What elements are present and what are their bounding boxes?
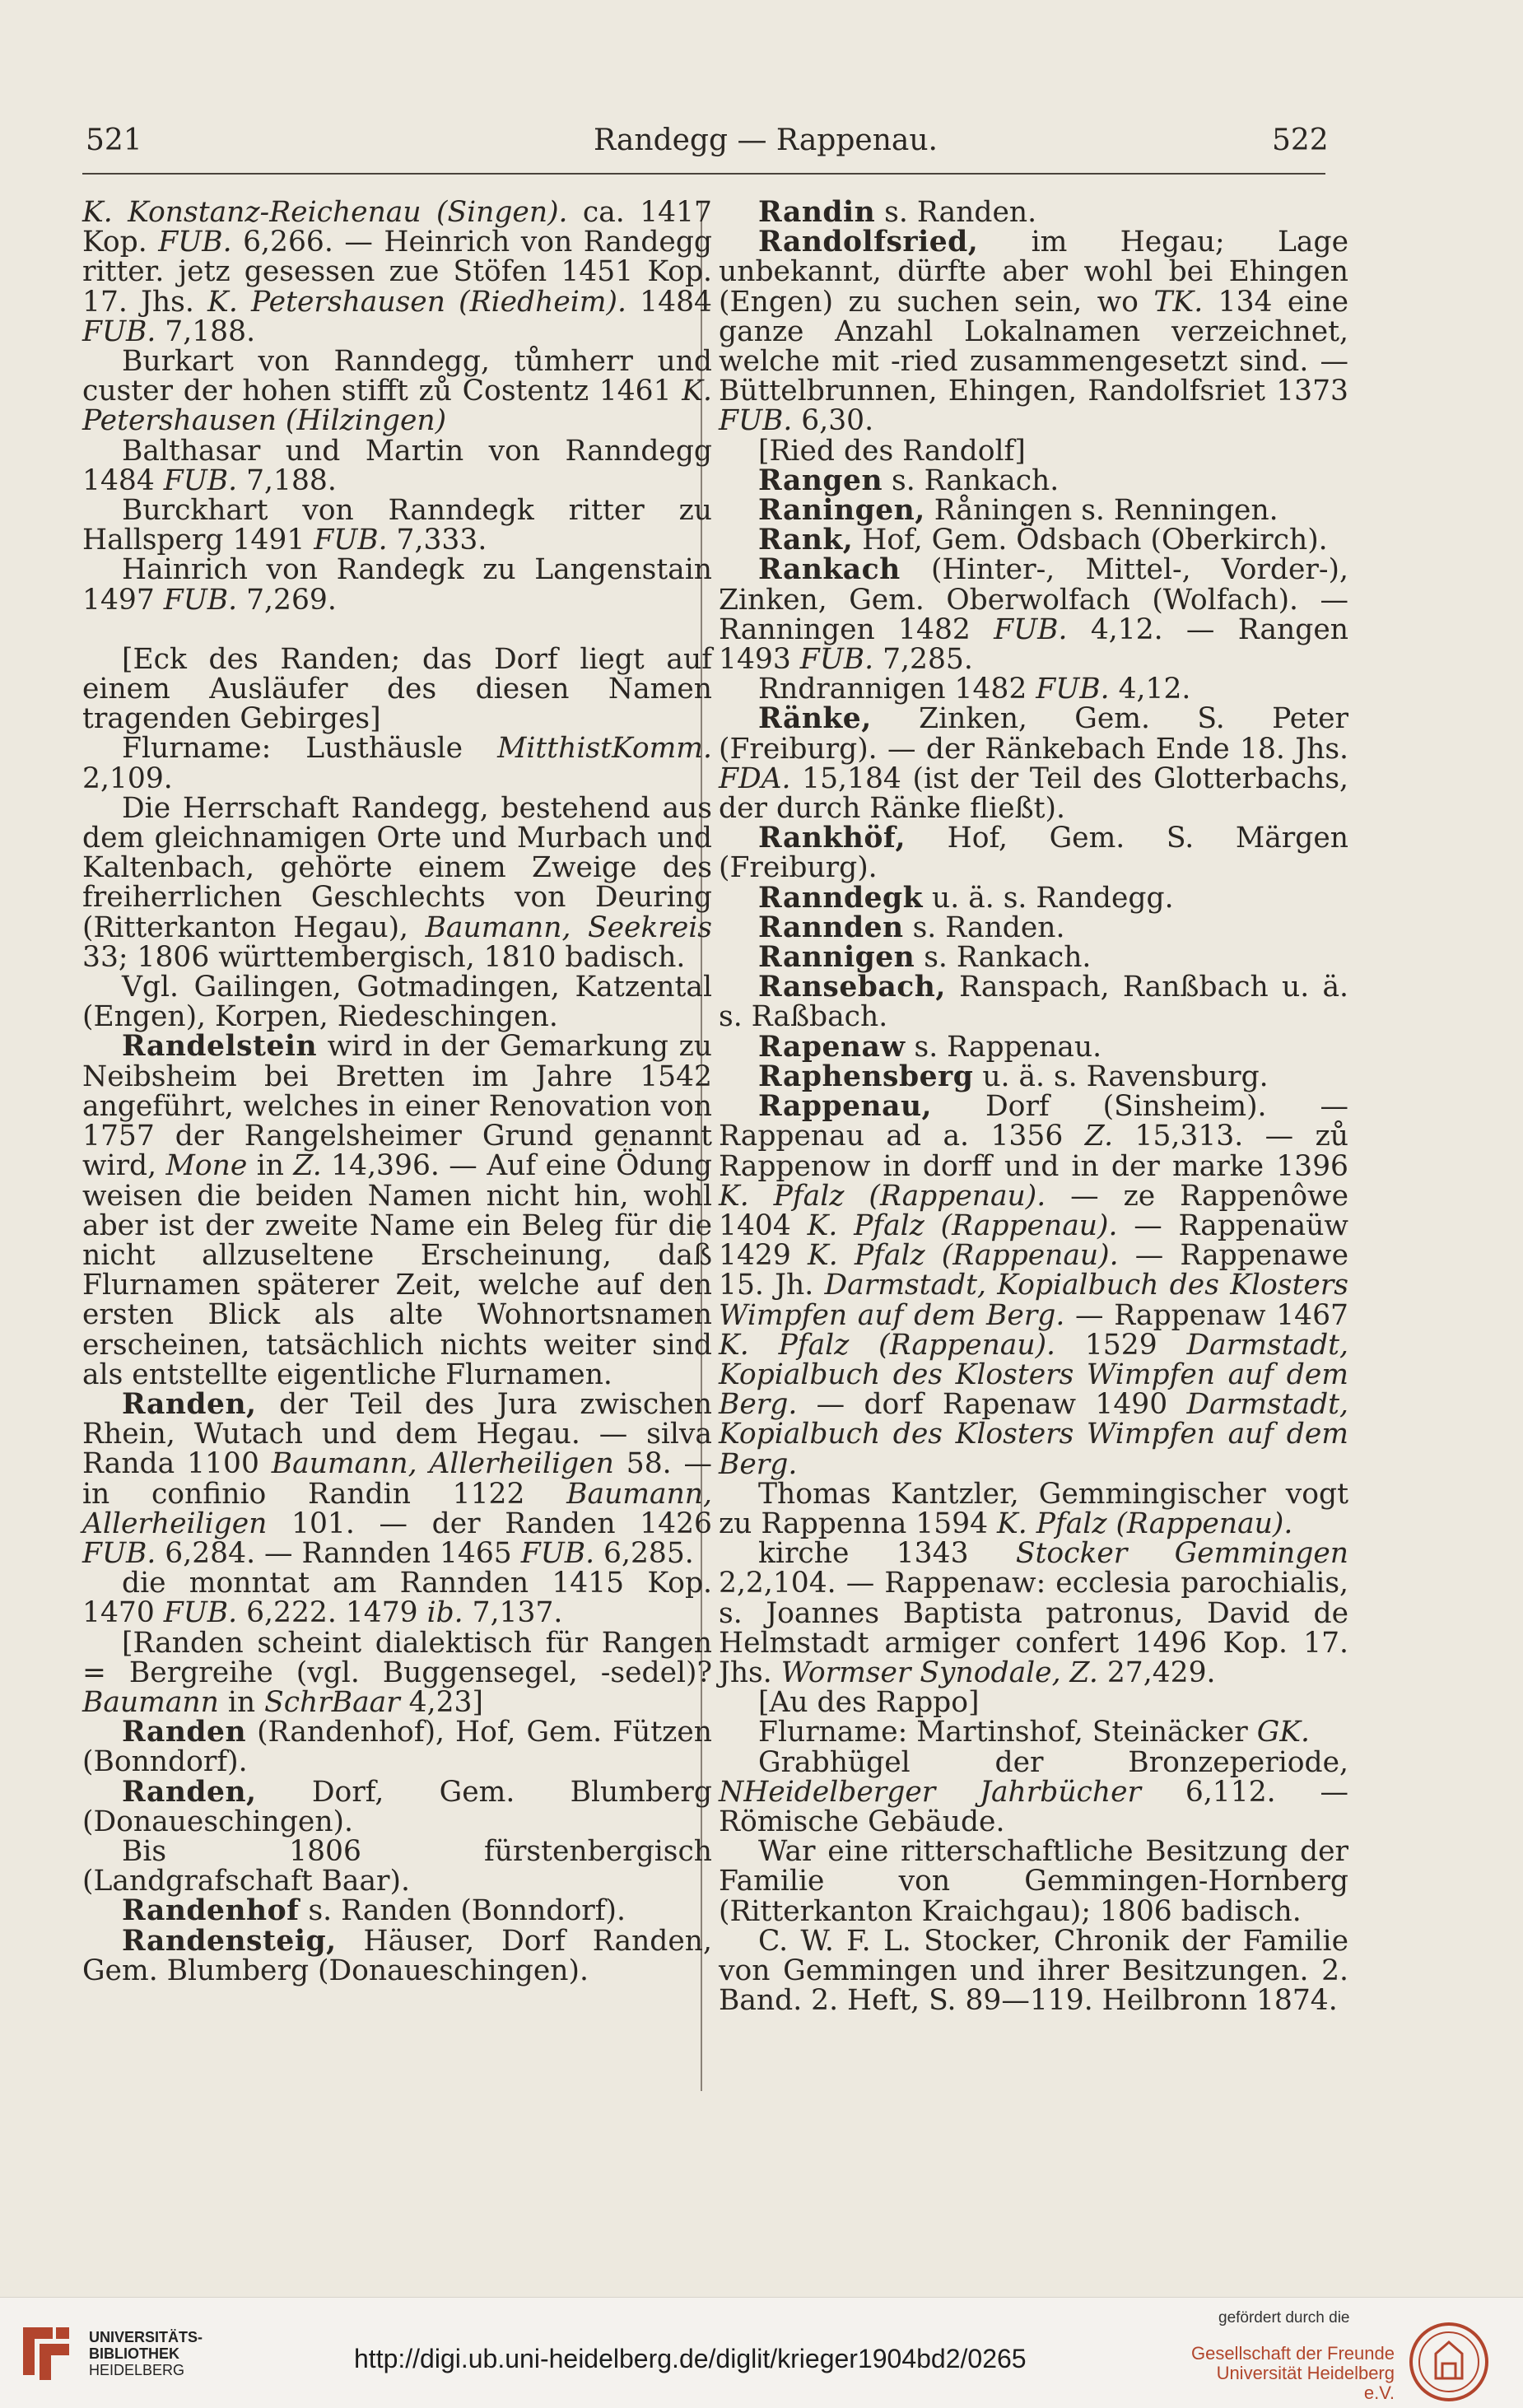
entry-paragraph: Grabhügel der Bronzeperiode, NHeidelberger Jahrbücher 6,112. — Römische Gebäude. bbox=[719, 1745, 1348, 1838]
entry-paragraph: Ransebach, Ranspach, Ranßbach u. ä. s. Raßbach. bbox=[719, 971, 1348, 1034]
entry-paragraph: Rndrannigen 1482 FUB. 4,12. bbox=[758, 673, 1191, 706]
entry-paragraph: Hainrich von Randegk zu Langenstain 1497 FUB. 7,269. bbox=[82, 553, 712, 617]
entry-paragraph: Randen (Randenhof), Hof, Gem. Fützen (Bonndorf). bbox=[82, 1716, 712, 1779]
entry-paragraph: Rapenaw s. Rappenau. bbox=[758, 1030, 1102, 1064]
entry-paragraph: Rappenau, Dorf (Sinsheim). — Rappenau ad a. 1356 Z. 15,313. — zů Rappenow in dorff und in der marke 1396 K. Pfalz (Rappenau). — ze Rappenôwe 1404 K. Pfalz (Rappenau). — Rappenaüw 1429 K. Pfalz (Rappenau). — Rappenawe 15. Jh. Darmstadt, Kopialbuch des Klosters Wimpfen auf dem Berg. — Rappenaw 1467 K. Pfalz (Rappenau). 1529 Darmstadt, Kopialbuch des Klosters Wimpfen auf dem Berg. — dorf Rapenaw 1490 Darmstadt, Kopialbuch des Klosters Wimpfen auf dem Berg. bbox=[719, 1090, 1348, 1481]
entry-paragraph: Rankach (Hinter-, Mittel-, Vorder-), Zinken, Gem. Oberwolfach (Wolfach). — Ranningen 1482 FUB. 4,12. — Rangen 1493 FUB. 7,285. bbox=[719, 553, 1348, 677]
entry-paragraph: [Ried des Randolf] bbox=[758, 434, 1026, 468]
entry-paragraph: Die Herrschaft Randegg, bestehend aus dem gleichnamigen Orte und Murbach und Kaltenbach, gehörte einem Zweige des freiherrlichen Geschlechts von Deuring (Ritterkanton Hegau), Baumann, Seekreis 33; 1806 württembergisch, 1810 badisch. bbox=[82, 791, 712, 974]
entry-paragraph: Rannden s. Randen. bbox=[758, 911, 1065, 944]
entry-paragraph: Rankhöf, Hof, Gem. S. Märgen (Freiburg). bbox=[719, 822, 1348, 885]
entry-paragraph: [Eck des Randen; das Dorf liegt auf einem Ausläufer des diesen Namen tragenden Gebirges] bbox=[82, 642, 712, 736]
entry-paragraph: Randolfsried, im Hegau; Lage unbekannt, dürfte aber wohl bei Ehingen (Engen) zu suchen sein, wo TK. 134 eine ganze Anzahl Lokalnamen verzeichnet, welche mit -ried zusammengesetzt sind. — Büttelbrunnen, Ehingen, Randolfsriet 1373 FUB. 6,30. bbox=[719, 226, 1348, 438]
running-title: Randegg — Rappenau. bbox=[594, 123, 938, 157]
entry-paragraph: Bis 1806 fürstenbergisch (Landgrafschaft Baar). bbox=[82, 1834, 712, 1898]
entry-paragraph: Burkart von Ranndegg, tůmherr und custer der hohen stifft zů Costentz 1461 K. Petershausen (Hilzingen) bbox=[82, 345, 712, 438]
entry-paragraph: C. W. F. L. Stocker, Chronik der Familie von Gemmingen und ihrer Besitzungen. 2. Band. 2. Heft, S. 89—119. Heilbronn 1874. bbox=[719, 1924, 1348, 2018]
entry-paragraph: [Au des Rappo] bbox=[758, 1686, 980, 1720]
entry-paragraph: kirche 1343 Stocker Gemmingen 2,2,104. — Rappenaw: ecclesia parochialis, s. Joannes Baptista patronus, David de Helmstadt armiger confert 1496 Kop. 17. Jhs. Wormser Synodale, Z. 27,429. bbox=[719, 1537, 1348, 1689]
header-rule bbox=[82, 173, 1325, 175]
entry-paragraph: Randelstein wird in der Gemarkung zu Neibsheim bei Bretten im Jahre 1542 angeführt, welches in einer Renovation von 1757 der Rangelsheimer Grund genannt wird, Mone in Z. 14,396. — Auf eine Ödung weisen die beiden Namen nicht hin, wohl aber ist der zweite Name ein Beleg für die nicht allzuseltene Erscheinung, daß Flurnamen späterer Zeit, welche auf den ersten Blick als alte Wohnortsnamen erscheinen, tatsächlich nichts weiter sind als entstellte eigentliche Flurnamen. bbox=[82, 1030, 712, 1391]
entry-paragraph: Rannigen s. Rankach. bbox=[758, 941, 1092, 975]
entry-paragraph: Flurname: Martinshof, Steinäcker GK. bbox=[758, 1716, 1311, 1749]
source-url-link[interactable]: http://digi.ub.uni-heidelberg.de/diglit/krieger1904bd2/0265 bbox=[354, 2344, 1027, 2373]
entry-paragraph: Randen, Dorf, Gem. Blumberg (Donaueschingen). bbox=[82, 1775, 712, 1838]
entry-paragraph: Ränke, Zinken, Gem. S. Peter (Freiburg). — der Ränkebach Ende 18. Jhs. FDA. 15,184 (ist der Teil des Glotterbachs, der durch Ränke fließt). bbox=[719, 702, 1348, 826]
entry-paragraph: Vgl. Gailingen, Gotmadingen, Katzental (Engen), Korpen, Riedeschingen. bbox=[82, 971, 712, 1034]
entry-paragraph: Raphensberg u. ä. s. Ravensburg. bbox=[758, 1060, 1269, 1093]
library-logo-icon bbox=[15, 2319, 77, 2383]
entry-paragraph: Thomas Kantzler, Gemmingischer vogt zu Rappenna 1594 K. Pfalz (Rappenau). bbox=[719, 1477, 1348, 1540]
page-number-left: 521 bbox=[86, 123, 142, 157]
entry-paragraph: Flurname: Lusthäusle MitthistKomm. 2,109. bbox=[82, 732, 712, 795]
right-column bbox=[719, 196, 1348, 2018]
entry-paragraph: Rangen s. Rankach. bbox=[758, 463, 1060, 497]
entry-paragraph: Randen, der Teil des Jura zwischen Rhein, Wutach und dem Hegau. — silva Randa 1100 Baumann, Allerheiligen 58. — in confinio Randin 1122 Baumann, Allerheiligen 101. — der Randen 1426 FUB. 6,284. — Rannden 1465 FUB. 6,285. bbox=[82, 1387, 712, 1570]
entry-paragraph: Randin s. Randen. bbox=[758, 196, 1037, 229]
university-seal-icon bbox=[1408, 2321, 1490, 2403]
library-name: UNIVERSITÄTS- BIBLIOTHEK HEIDELBERG bbox=[89, 2329, 203, 2378]
entry-paragraph: Rank, Hof, Gem. Ödsbach (Oberkirch). bbox=[758, 524, 1328, 557]
entry-paragraph: Burckhart von Ranndegk ritter zu Hallsperg 1491 FUB. 7,333. bbox=[82, 494, 712, 557]
sponsor-label: gefördert durch die bbox=[1218, 2309, 1350, 2326]
entry-paragraph: Raningen, Råningen s. Renningen. bbox=[758, 494, 1278, 528]
entry-paragraph: die monntat am Rannden 1415 Kop. 1470 FUB. 6,222. 1479 ib. 7,137. bbox=[82, 1567, 712, 1630]
entry-paragraph: [Randen scheint dialektisch für Rangen = Bergreihe (vgl. Buggensegel, -sedel)? Baumann in SchrBaar 4,23] bbox=[82, 1626, 712, 1719]
entry-paragraph: Randensteig, Häuser, Dorf Randen, Gem. Blumberg (Donaueschingen). bbox=[82, 1924, 712, 1987]
page-number-right: 522 bbox=[1272, 123, 1329, 157]
footer-bar bbox=[0, 2297, 1523, 2408]
entry-paragraph: Ranndegk u. ä. s. Randegg. bbox=[758, 881, 1174, 915]
left-column bbox=[82, 198, 712, 1986]
sponsor-name: Gesellschaft der Freunde Universität Heidelberg e.V. bbox=[1190, 2343, 1395, 2403]
entry-paragraph: Randenhof s. Randen (Bonndorf). bbox=[122, 1894, 626, 1928]
entry-paragraph: War eine ritterschaftliche Besitzung der Familie von Gemmingen-Hornberg (Ritterkanton Kraichgau); 1806 badisch. bbox=[719, 1835, 1348, 1928]
entry-paragraph: K. Konstanz-Reichenau (Singen). ca. 1417 Kop. FUB. 6,266. — Heinrich von Randegg ritter. jetz gesessen zue Stöfen 1451 Kop. 17. Jhs. K. Petershausen (Riedheim). 1484 FUB. 7,188. bbox=[82, 196, 712, 348]
entry-paragraph: Balthasar und Martin von Ranndegg 1484 FUB. 7,188. bbox=[82, 434, 712, 497]
